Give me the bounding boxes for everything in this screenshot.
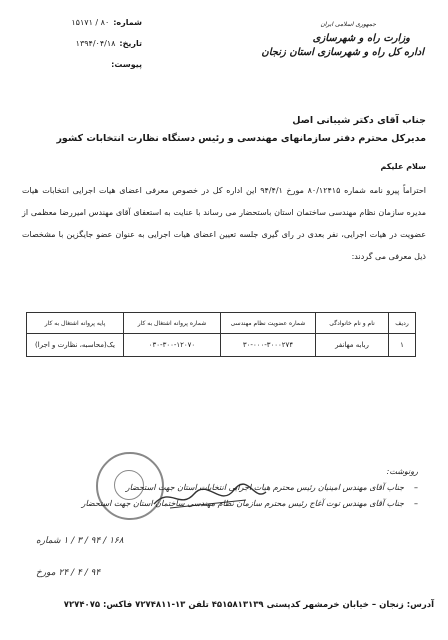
letter-attachment-row (12, 54, 142, 75)
cc-title: رونوشت: (386, 467, 418, 476)
footer-address: آدرس: زنجان – خیابان خرمشهر کدپستی ۴۵۱۵۸۱۳۱۳۹ تلفن ۱۳-۷۲۷۴۸۱۱ فاکس: ۷۲۷۴۰۷۵ (63, 600, 434, 610)
addressee-title: مدیرکل محترم دفتر سازمانهای مهندسی و رئیس دستگاه نظارت انتخابات کشور (56, 133, 426, 144)
cc-item (28, 496, 418, 512)
office-name: اداره کل راه و شهرسازی استان زنجان (261, 47, 424, 58)
table-header-row (27, 313, 416, 334)
letter-number-label: شماره: (113, 18, 142, 27)
ministry-name: وزارت راه و شهرسازی (312, 33, 410, 44)
cc-bullet: – (414, 483, 418, 492)
cc-item (28, 480, 418, 496)
handwritten-number: ۱۶۸ / ۹۴ / ۳ / ۱ شماره (36, 536, 124, 546)
column-header-name: نام و نام خانوادگی (316, 313, 389, 334)
letter-date-row (12, 33, 142, 54)
letter-meta (12, 12, 142, 75)
greeting: سلام علیکم (380, 162, 426, 171)
cell-license-number: ۰۳۰-۳۰۰-۱۲۰۷۰ (124, 334, 221, 357)
letter-number-row (12, 12, 142, 33)
cc-item-text: جناب آقای مهندس توت آغاج رئیس محترم سازمان نظام مهندسی ساختمان استان جهت استحضار (81, 499, 404, 508)
letter-number-value: ۸۰ / ۱۵۱۷۱ (71, 18, 110, 27)
letter-date-label: تاریخ: (119, 39, 142, 48)
handwritten-date: ۹۴ / ۴ / ۲۴ مورخ (36, 568, 101, 578)
cc-block (28, 464, 418, 512)
column-header-license-grade: پایه پروانه اشتغال به کار (27, 313, 124, 334)
letter-attachment-label: پیوست: (111, 60, 142, 69)
cell-name: ربابه مهانفر (316, 334, 389, 357)
table-row (27, 334, 416, 357)
addressee-name: جناب آقای دکتر شیبانی اصل (292, 115, 426, 126)
cell-license-grade: یک(محاسبه، نظارت و اجرا) (27, 334, 124, 357)
column-header-license-number: شماره پروانه اشتغال به کار (124, 313, 221, 334)
letter-body: احتراماً پیرو نامه شماره ۸۰/۱۲۴۱۵ مورخ ۹۴/۴/۱ این اداره کل در خصوص معرفی اعضای هیات اجرایی انتخابات هیات مدیره سازمان نظام مهندسی ساختمان استان باستحضار می رساند با عنایت به استعفای آقای مهندس امیررضا معظمی از عضویت در هیات اجرایی، نفر بعدی در رای گیری جلسه تعیین اعضای هیات اجرایی به عنوان عضو جایگزین با مشخصات ذیل معرفی می گردند: (22, 186, 426, 261)
cell-row-number: ۱ (389, 334, 416, 357)
column-header-row-number: ردیف (389, 313, 416, 334)
letter-date-value: ۱۳۹۴/۰۴/۱۸ (75, 39, 116, 48)
addressee (16, 112, 426, 148)
cc-item-text: جناب آقای مهندس امینیان رئیس محترم هیات اجرایی انتخابات استان جهت استحضار (125, 483, 404, 492)
cell-membership-number: ۳۰-۰۰۰-۳۰۰۰۲۷۴ (221, 334, 316, 357)
column-header-membership-number: شماره عضویت نظام مهندسی (221, 313, 316, 334)
members-table (26, 312, 416, 357)
org-header (244, 18, 424, 60)
republic-line: جمهوری اسلامی ایران (320, 21, 376, 28)
cc-bullet: – (414, 499, 418, 508)
